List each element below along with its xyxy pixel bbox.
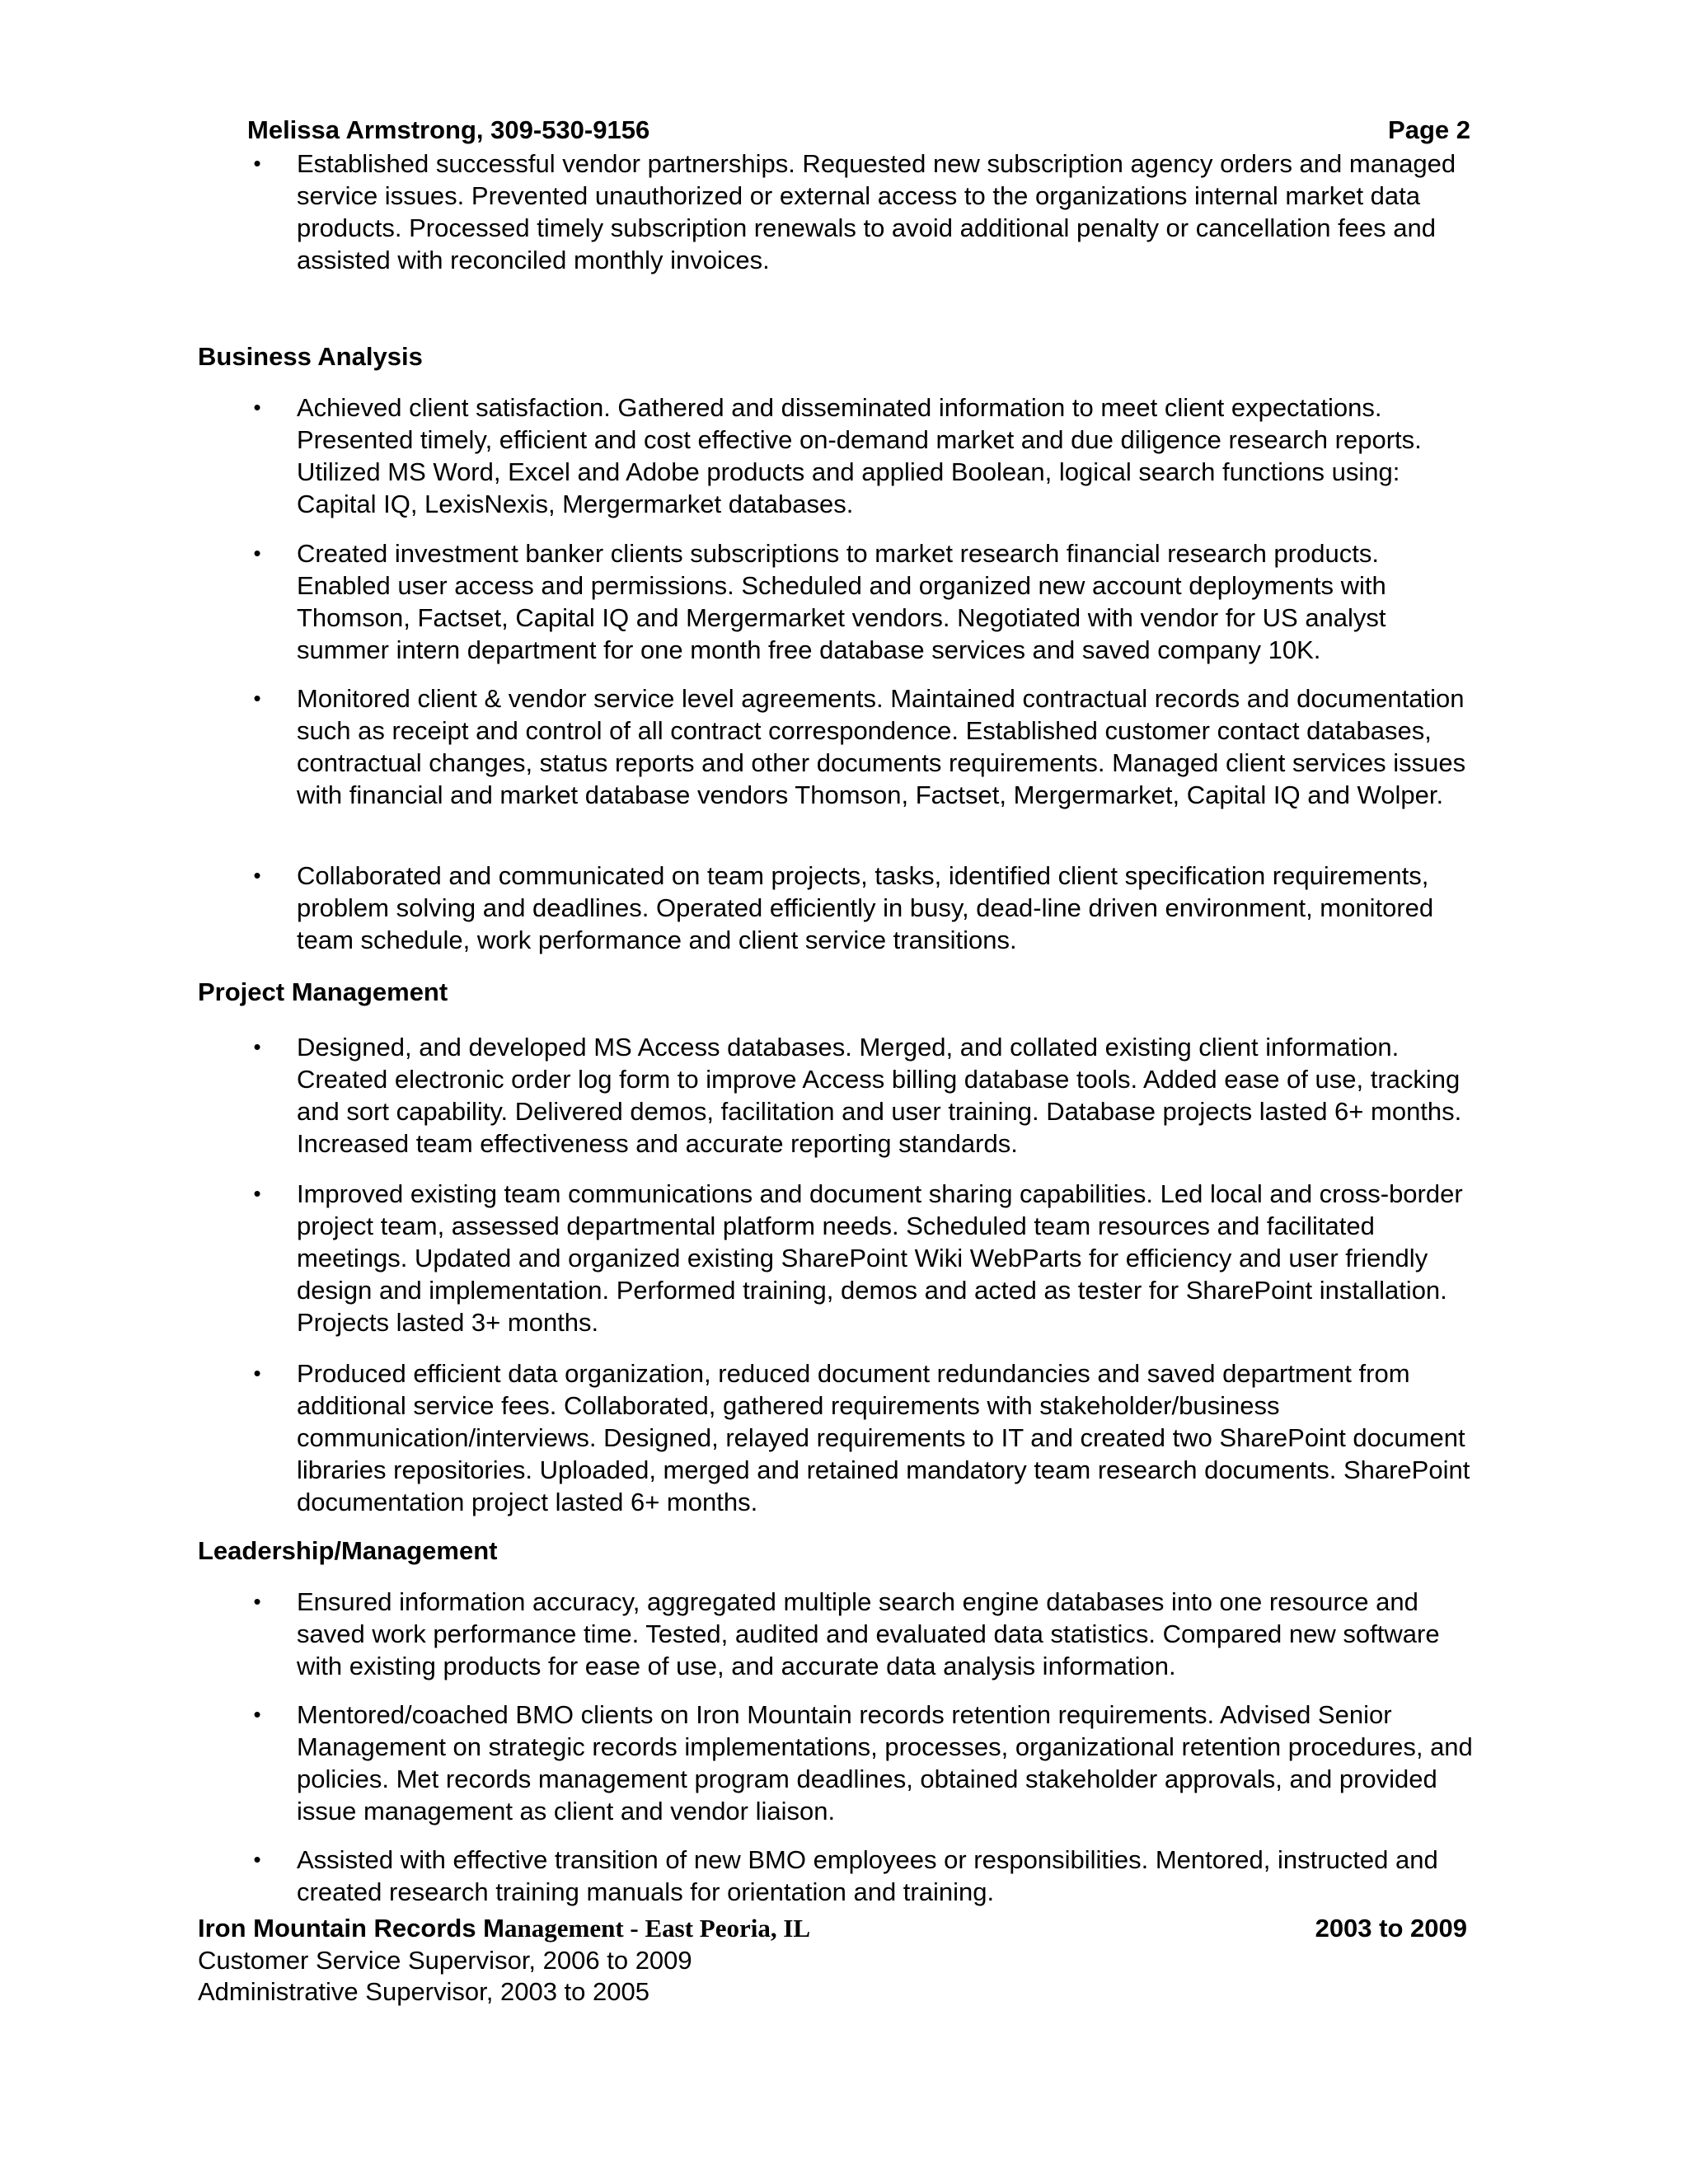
section-heading-project-management: Project Management [198, 977, 448, 1006]
candidate-name-phone: Melissa Armstrong, 309-530-9156 [247, 115, 650, 144]
section-heading-business-analysis: Business Analysis [198, 342, 423, 371]
section-heading-leadership-management: Leadership/Management [198, 1536, 498, 1565]
bullet-icon: • [253, 686, 261, 710]
bullet-text: Assisted with effective transition of new BMO employees or responsibilities. Mentored, instructed and created research training manuals for orientation and training. [297, 1845, 1438, 1906]
bullet-text: Produced efficient data organization, reduced document redundancies and saved department from additional service fees. Collaborated, gathered requirements with stakeholder/business communication/interviews. Designed, relayed requirements to IT and created two SharePoint document libraries repositories. Uploaded, merged and retained mandatory team research documents. SharePoint documentation project lasted 6+ months. [297, 1359, 1470, 1516]
list-item [247, 682, 1475, 811]
bullet-icon: • [253, 1361, 261, 1385]
bullet-text: Monitored client & vendor service level agreements. Maintained contractual records and documentation such as receipt and control of all contract correspondence. Established customer contact databases, contractual changes, status reports and other documents requirements. Managed client services issues with financial and market database vendors Thomson, Factset, Mergermarket, Capital IQ and Wolper. [297, 684, 1466, 809]
list-item [247, 148, 1475, 276]
employer-name-bold: Iron Mountain Records M [198, 1914, 504, 1943]
bullet-text: Mentored/coached BMO clients on Iron Mountain records retention requirements. Advised Senior Management on strategic records implementations, processes, organizational retention procedures, and policies. Met records management program deadlines, obtained stakeholder approvals, and provided issue management as client and vendor liaison. [297, 1700, 1473, 1825]
employer-dates: 2003 to 2009 [1315, 1914, 1467, 1943]
employer-name [198, 1913, 810, 1944]
bullet-icon: • [253, 541, 261, 565]
list-item [247, 1178, 1475, 1338]
role-customer-service-supervisor: Customer Service Supervisor, 2006 to 2009 [198, 1946, 692, 1975]
bullet-text: Improved existing team communications and document sharing capabilities. Led local and cross-border project team, assessed departmental platform needs. Scheduled team resources and facilitated meetings. Updated and organized existing SharePoint Wiki WebParts for efficiency and user friendly design and implementation. Performed training, demos and acted as tester for SharePoint installation. Projects lasted 3+ months. [297, 1179, 1463, 1337]
bullet-icon: • [253, 1589, 261, 1614]
list-item [247, 391, 1475, 520]
page-number: Page 2 [1388, 115, 1470, 144]
employer-name-rest: anagement - East Peoria, IL [504, 1914, 811, 1943]
intro-bullet-list [247, 148, 1475, 276]
bullet-icon: • [253, 1847, 261, 1872]
list-item [247, 1031, 1475, 1160]
bullet-icon: • [253, 151, 261, 176]
bullet-text: Designed, and developed MS Access databases. Merged, and collated existing client information. Created electronic order log form to improve Access billing database tools. Added ease of use, tracking and sort capability. Delivered demos, facilitation and user training. Database projects lasted 6+ months. Increased team effectiveness and accurate reporting standards. [297, 1033, 1462, 1158]
bullet-icon: • [253, 1702, 261, 1727]
bullet-text: Collaborated and communicated on team projects, tasks, identified client specification requirements, problem solving and deadlines. Operated efficiently in busy, dead-line driven environment, monitored team schedule, work performance and client service transitions. [297, 861, 1434, 954]
list-item [247, 537, 1475, 666]
bullet-icon: • [253, 1181, 261, 1206]
employer-line [198, 1913, 1467, 1944]
bullet-icon: • [253, 1034, 261, 1059]
bullet-text: Ensured information accuracy, aggregated multiple search engine databases into one resource and saved work performance time. Tested, audited and evaluated data statistics. Compared new software with existing products for ease of use, and accurate data analysis information. [297, 1587, 1440, 1680]
list-item [247, 860, 1475, 956]
bullet-icon: • [253, 395, 261, 419]
list-item [247, 1844, 1475, 1908]
bullet-text: Established successful vendor partnerships. Requested new subscription agency orders and managed service issues. Prevented unauthorized or external access to the organizations internal market data products. Processed timely subscription renewals to avoid additional penalty or cancellation fees and assisted with reconciled monthly invoices. [297, 149, 1456, 274]
list-item [247, 1357, 1475, 1518]
bullet-text: Achieved client satisfaction. Gathered and disseminated information to meet client expectations. Presented timely, efficient and cost effective on-demand market and due diligence research reports. Utilized MS Word, Excel and Adobe products and applied Boolean, logical search functions using: Capital IQ, LexisNexis, Mergermarket databases. [297, 393, 1422, 518]
bullet-text: Created investment banker clients subscriptions to market research financial research products. Enabled user access and permissions. Scheduled and organized new account deployments with Thomson, Factset, Capital IQ and Mergermarket vendors. Negotiated with vendor for US analyst summer intern department for one month free database services and saved company 10K. [297, 539, 1386, 664]
page-header [247, 115, 1470, 146]
role-administrative-supervisor: Administrative Supervisor, 2003 to 2005 [198, 1977, 649, 2006]
list-item [247, 1699, 1475, 1827]
list-item [247, 1586, 1475, 1682]
bullet-icon: • [253, 863, 261, 888]
